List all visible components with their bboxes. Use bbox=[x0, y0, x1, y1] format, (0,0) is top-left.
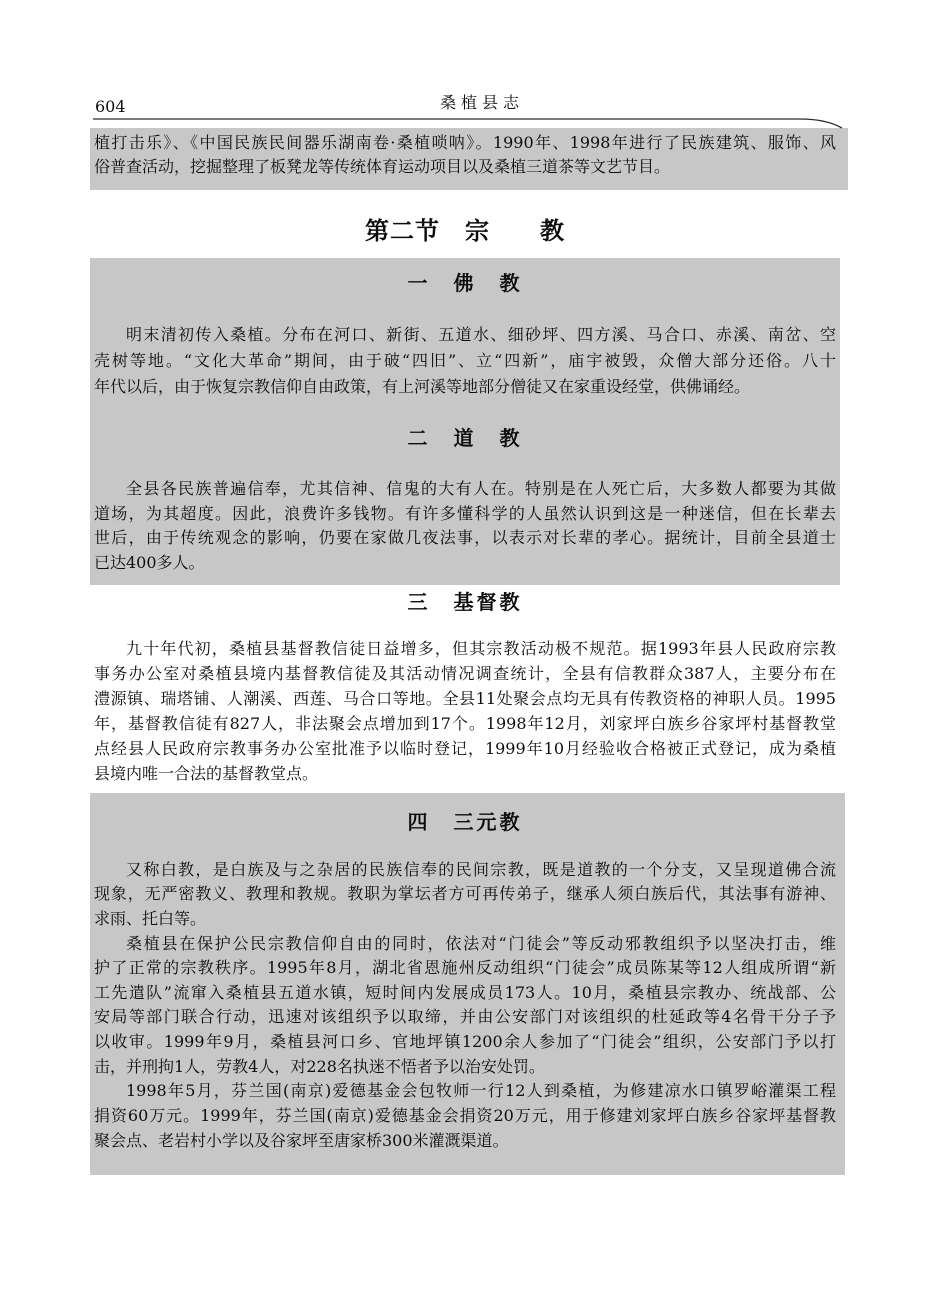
text-line: 全县各民族普遍信奉，尤其信神、信鬼的大有人在。特别是在人死亡后，大多数人都要为其做 bbox=[126, 479, 836, 498]
text-line: 道场，为其超度。因此，浪费许多钱物。有许多懂科学的人虽然认识到这是一种迷信，但在长辈去 bbox=[94, 503, 836, 523]
text-line: 安局等部门联合行动，迅速对该组织予以取缔，并由公安部门对该组织的杜延政等4名骨干分子予 bbox=[94, 1007, 836, 1027]
paragraph bbox=[94, 858, 836, 932]
paragraph-group bbox=[94, 858, 836, 1154]
text-line: 桑植县在保护公民宗教信仰自由的同时，依法对“门徒会”等反动邪教组织予以坚决打击，维 bbox=[126, 933, 836, 953]
text-line: 击，并刑拘1人，劳教4人，对228名执迷不悟者予以治安处罚。 bbox=[94, 1056, 545, 1076]
section-title: 第二节 宗 教 bbox=[365, 217, 565, 245]
section-heading: 一 佛 教 bbox=[407, 271, 523, 295]
paragraph bbox=[94, 636, 836, 786]
text-line: 俗普查活动，挖掘整理了板凳龙等传统体育运动项目以及桑植三道茶等文艺节目。 bbox=[94, 157, 671, 176]
paragraph bbox=[94, 932, 836, 1080]
text-line: 点经县人民政府宗教事务办公室批准予以临时登记，1999年10月经验收合格被正式登记，成为桑植 bbox=[94, 738, 836, 758]
section-heading: 三 基督教 bbox=[407, 590, 523, 614]
text-line: 澧源镇、瑞塔铺、人潮溪、西莲、马合口等地。全县11处聚会点均无具有传教资格的神职人员。1995 bbox=[94, 688, 836, 708]
text-line: 以收审。1999年9月，桑植县河口乡、官地坪镇1200余人参加了“门徒会”组织，公安部门予以打 bbox=[94, 1032, 836, 1052]
text-line: 植打击乐》、《中国民族民间器乐湖南卷·桑植唢呐》。1990年、1998年进行了民族建筑、服饰、风 bbox=[94, 133, 836, 152]
page-number: 604 bbox=[95, 97, 126, 116]
text-line: 九十年代初，桑植县基督教信徒日益增多，但其宗教活动极不规范。据1993年县人民政府宗教 bbox=[126, 638, 836, 658]
text-line: 世后，由于传统观念的影响，仍要在家做几夜法事，以表示对长辈的孝心。据统计，目前全县道士 bbox=[94, 528, 836, 548]
text-line: 年，基督教信徒有827人，非法聚会点增加到17个。1998年12月，刘家坪白族乡谷家坪村基督教堂 bbox=[94, 713, 836, 733]
text-line: 县境内唯一合法的基督教堂点。 bbox=[94, 763, 319, 783]
text-line: 事务办公室对桑植县境内基督教信徒及其活动情况调查统计，全县有信教群众387人，主要分布在 bbox=[94, 663, 836, 683]
running-title: 桑植县志 bbox=[440, 93, 525, 112]
text-line: 聚会点、老岩村小学以及谷家坪至唐家桥300米灌溉渠道。 bbox=[94, 1130, 509, 1150]
text-line: 捐资60万元。1999年，芬兰国(南京)爱德基金会捐资20万元，用于修建刘家坪白族乡谷家坪基督教 bbox=[94, 1105, 836, 1125]
text-line: 工先遣队”流窜入桑植县五道水镇，短时间内发展成员173人。10月，桑植县宗教办、统战部、公 bbox=[94, 982, 836, 1002]
text-line: 1998年5月，芬兰国(南京)爱德基金会包牧师一行12人到桑植，为修建凉水口镇罗峪灌渠工程 bbox=[126, 1081, 836, 1101]
text-line: 壳树等地。“文化大革命”期间，由于破“四旧”、立“四新”，庙宇被毁，众僧大部分还俗。八十 bbox=[94, 351, 836, 370]
paragraph bbox=[94, 322, 836, 400]
text-line: 护了正常的宗教秩序。1995年8月，湖北省恩施州反动组织“门徒会”成员陈某等12人组成所谓“新 bbox=[94, 958, 836, 978]
header-rule bbox=[0, 0, 936, 140]
text-line: 年代以后，由于恢复宗教信仰自由政策，有上河溪等地部分僧徒又在家重设经堂，供佛诵经。 bbox=[94, 377, 751, 396]
section-heading: 二 道 教 bbox=[407, 426, 523, 450]
text-line: 又称白教，是白族及与之杂居的民族信奉的民间宗教，既是道教的一个分支，又呈现道佛合流 bbox=[126, 859, 836, 879]
text-line: 已达400多人。 bbox=[94, 553, 205, 573]
continued-paragraph bbox=[94, 131, 836, 179]
text-line: 求雨、托白等。 bbox=[94, 908, 207, 928]
text-line: 明末清初传入桑植。分布在河口、新街、五道水、细砂坪、四方溪、马合口、赤溪、南岔、空 bbox=[126, 325, 836, 344]
section-heading: 四 三元教 bbox=[407, 810, 523, 834]
text-line: 现象，无严密教义、教理和教规。教职为掌坛者方可再传弟子，继承人须白族后代，其法事有游神、 bbox=[94, 884, 836, 904]
paragraph bbox=[94, 1079, 836, 1153]
paragraph bbox=[94, 477, 836, 576]
